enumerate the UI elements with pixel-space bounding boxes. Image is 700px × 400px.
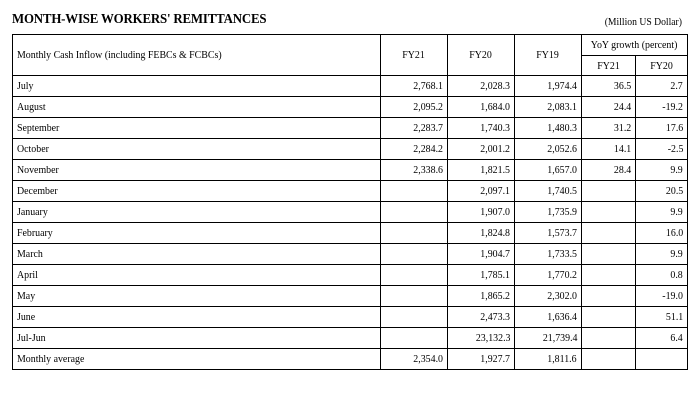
- table-body: [13, 76, 688, 370]
- fy20-cell: 1,927.7: [448, 349, 515, 370]
- yoy-fy20-cell: -2.5: [636, 139, 688, 160]
- fy19-cell: 21,739.4: [515, 328, 582, 349]
- fy21-cell: 2,283.7: [381, 118, 448, 139]
- fy19-cell: 1,811.6: [515, 349, 582, 370]
- yoy-fy21-cell: [582, 307, 636, 328]
- table-row: [13, 286, 688, 307]
- fy20-cell: 2,028.3: [448, 76, 515, 97]
- fy19-header: FY19: [515, 35, 582, 76]
- fy19-cell: 1,480.3: [515, 118, 582, 139]
- yoy-fy21-cell: 28.4: [582, 160, 636, 181]
- yoy-fy21-cell: 24.4: [582, 97, 636, 118]
- yoy-fy21-cell: [582, 223, 636, 244]
- fy19-cell: 1,735.9: [515, 202, 582, 223]
- fy21-cell: [381, 181, 448, 202]
- fy20-cell: 1,904.7: [448, 244, 515, 265]
- fy20-cell: 1,684.0: [448, 97, 515, 118]
- yoy-fy21-cell: [582, 328, 636, 349]
- table-row: [13, 202, 688, 223]
- row-label-cell: March: [13, 244, 381, 265]
- yoy-fy21-cell: 36.5: [582, 76, 636, 97]
- yoy-growth-header: YoY growth (percent): [582, 35, 688, 56]
- fy20-cell: 1,740.3: [448, 118, 515, 139]
- yoy-fy20-cell: -19.2: [636, 97, 688, 118]
- yoy-fy20-header: FY20: [636, 56, 688, 76]
- table-row: [13, 244, 688, 265]
- header-row: [13, 35, 688, 56]
- yoy-fy21-cell: 31.2: [582, 118, 636, 139]
- fy20-cell: 1,824.8: [448, 223, 515, 244]
- fy19-cell: 1,974.4: [515, 76, 582, 97]
- yoy-fy20-cell: 9.9: [636, 202, 688, 223]
- fy20-cell: 1,907.0: [448, 202, 515, 223]
- yoy-fy21-cell: [582, 181, 636, 202]
- fy20-cell: 2,001.2: [448, 139, 515, 160]
- fy19-cell: 1,573.7: [515, 223, 582, 244]
- table-row: [13, 97, 688, 118]
- fy19-cell: 1,770.2: [515, 265, 582, 286]
- row-label-cell: Monthly average: [13, 349, 381, 370]
- fy19-cell: 1,740.5: [515, 181, 582, 202]
- remittances-table: [12, 34, 688, 370]
- fy19-cell: 2,083.1: [515, 97, 582, 118]
- yoy-fy21-cell: 14.1: [582, 139, 636, 160]
- fy21-cell: 2,338.6: [381, 160, 448, 181]
- fy21-cell: [381, 244, 448, 265]
- row-label-cell: April: [13, 265, 381, 286]
- fy21-cell: [381, 202, 448, 223]
- table-row: [13, 139, 688, 160]
- yoy-fy21-cell: [582, 265, 636, 286]
- fy20-cell: 1,785.1: [448, 265, 515, 286]
- fy20-cell: 2,473.3: [448, 307, 515, 328]
- yoy-fy20-cell: 51.1: [636, 307, 688, 328]
- fy20-cell: 1,821.5: [448, 160, 515, 181]
- table-row: [13, 265, 688, 286]
- row-label-cell: October: [13, 139, 381, 160]
- yoy-fy21-cell: [582, 244, 636, 265]
- fy19-cell: 1,733.5: [515, 244, 582, 265]
- fy19-cell: 1,657.0: [515, 160, 582, 181]
- fy19-cell: 1,636.4: [515, 307, 582, 328]
- table-row: [13, 328, 688, 349]
- table-row: [13, 307, 688, 328]
- row-label-cell: May: [13, 286, 381, 307]
- fy21-cell: [381, 328, 448, 349]
- yoy-fy20-cell: [636, 349, 688, 370]
- yoy-fy20-cell: 17.6: [636, 118, 688, 139]
- fy20-header: FY20: [448, 35, 515, 76]
- fy21-cell: [381, 265, 448, 286]
- table-row: [13, 349, 688, 370]
- row-label-cell: November: [13, 160, 381, 181]
- yoy-fy20-cell: -19.0: [636, 286, 688, 307]
- table-row: [13, 118, 688, 139]
- row-label-cell: June: [13, 307, 381, 328]
- fy21-cell: 2,768.1: [381, 76, 448, 97]
- row-label-cell: January: [13, 202, 381, 223]
- row-label-cell: Jul-Jun: [13, 328, 381, 349]
- yoy-fy20-cell: 2.7: [636, 76, 688, 97]
- row-label-cell: February: [13, 223, 381, 244]
- unit-label: (Million US Dollar): [604, 17, 682, 28]
- fy19-cell: 2,052.6: [515, 139, 582, 160]
- fy20-cell: 23,132.3: [448, 328, 515, 349]
- yoy-fy21-cell: [582, 202, 636, 223]
- fy21-cell: [381, 223, 448, 244]
- fy20-cell: 1,865.2: [448, 286, 515, 307]
- table-row: [13, 76, 688, 97]
- table-row: [13, 181, 688, 202]
- row-label-cell: August: [13, 97, 381, 118]
- fy21-header: FY21: [381, 35, 448, 76]
- row-label-cell: September: [13, 118, 381, 139]
- fy21-cell: 2,354.0: [381, 349, 448, 370]
- row-label-header: Monthly Cash Inflow (including FEBCs & FCBCs): [13, 35, 381, 76]
- yoy-fy21-header: FY21: [582, 56, 636, 76]
- row-label-cell: December: [13, 181, 381, 202]
- table-row: [13, 160, 688, 181]
- yoy-fy20-cell: 0.8: [636, 265, 688, 286]
- yoy-fy20-cell: 9.9: [636, 160, 688, 181]
- fy21-cell: 2,095.2: [381, 97, 448, 118]
- yoy-fy20-cell: 20.5: [636, 181, 688, 202]
- yoy-fy21-cell: [582, 286, 636, 307]
- document-title: MONTH-WISE WORKERS' REMITTANCES: [12, 12, 267, 27]
- fy19-cell: 2,302.0: [515, 286, 582, 307]
- row-label-cell: July: [13, 76, 381, 97]
- fy21-cell: [381, 286, 448, 307]
- yoy-fy21-cell: [582, 349, 636, 370]
- fy21-cell: [381, 307, 448, 328]
- yoy-fy20-cell: 9.9: [636, 244, 688, 265]
- fy20-cell: 2,097.1: [448, 181, 515, 202]
- yoy-fy20-cell: 6.4: [636, 328, 688, 349]
- fy21-cell: 2,284.2: [381, 139, 448, 160]
- table-row: [13, 223, 688, 244]
- yoy-fy20-cell: 16.0: [636, 223, 688, 244]
